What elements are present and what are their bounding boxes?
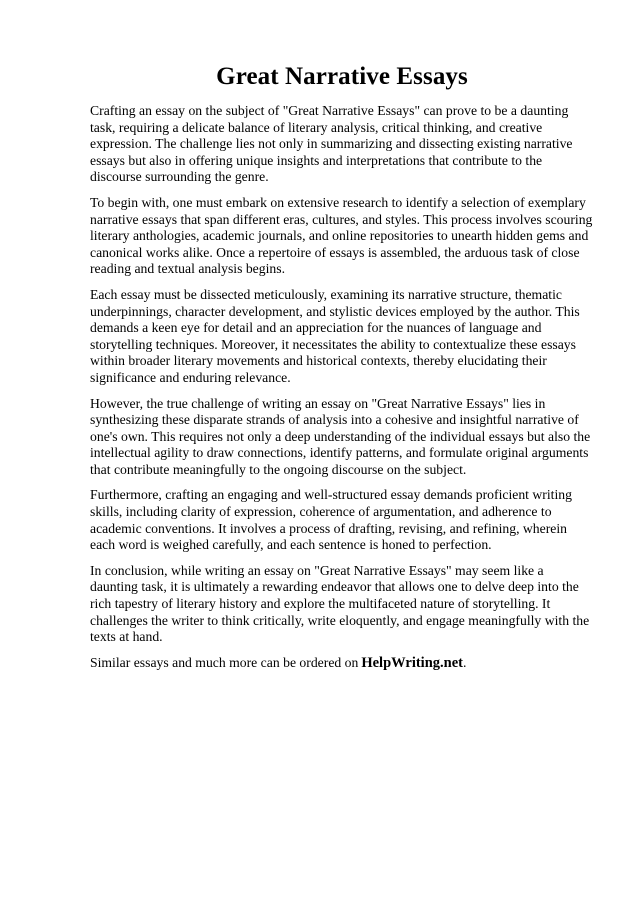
footer-line [90,655,594,672]
paragraph-analysis: Each essay must be dissected meticulously, examining its narrative structure, thematic underpinnings, character development, and stylistic devices employed by the author. This demands a keen eye for detail and an appreciation for the nuances of language and storytelling techniques. Moreover, it necessitates the ability to contextualize these essays within broader literary movements and historical contexts, thereby elucidating their significance and enduring relevance. [90,286,580,385]
paragraph-intro: Crafting an essay on the subject of "Great Narrative Essays" can prove to be a daunting task, requiring a delicate balance of literary analysis, critical thinking, and creative expression. The challenge lies not only in summarizing and dissecting existing narrative essays but also in offering unique insights and interpretations that contribute to the discourse surrounding the genre. [90,103,573,185]
paragraph-skills: Furthermore, crafting an engaging and well-structured essay demands proficient writing skills, including clarity of expression, coherence of argumentation, and adherence to academic conventions. It involves a process of drafting, revising, and refining, wherein each word is weighed carefully, and each sentence is honed to perfection. [90,487,572,553]
footer-period: . [462,654,467,670]
paragraph-challenge: However, the true challenge of writing an essay on "Great Narrative Essays" lies in synthesizing these disparate strands of analysis into a cohesive and insightful narrative of one's own. This requires not only a deep understanding of the individual essays but also the intellectual agility to draw connections, identify patterns, and formulate original arguments that contribute meaningfully to the ongoing discourse on the subject. [90,395,591,477]
paragraph-conclusion: In conclusion, while writing an essay on "Great Narrative Essays" may seem like a daunting task, it is ultimately a rewarding endeavor that allows one to delve deep into the rich tapestry of literary history and explore the multifaceted nature of storytelling. It challenges the writer to think critically, write eloquently, and engage meaningfully with the texts at hand. [90,562,590,645]
paragraph-research: To begin with, one must embark on extensive research to identify a selection of exemplary narrative essays that span different eras, cultures, and styles. This process involves scouring literary anthologies, academic journals, and online repositories to unearth hidden gems and canonical works alike. Once a repertoire of essays is assembled, the arduous task of close reading and textual analysis begins. [90,194,593,277]
footer-text: Similar essays and much more can be ordered on [90,654,359,670]
helpwriting-link[interactable]: HelpWriting.net [361,654,463,671]
document-title: Great Narrative Essays [216,63,468,90]
